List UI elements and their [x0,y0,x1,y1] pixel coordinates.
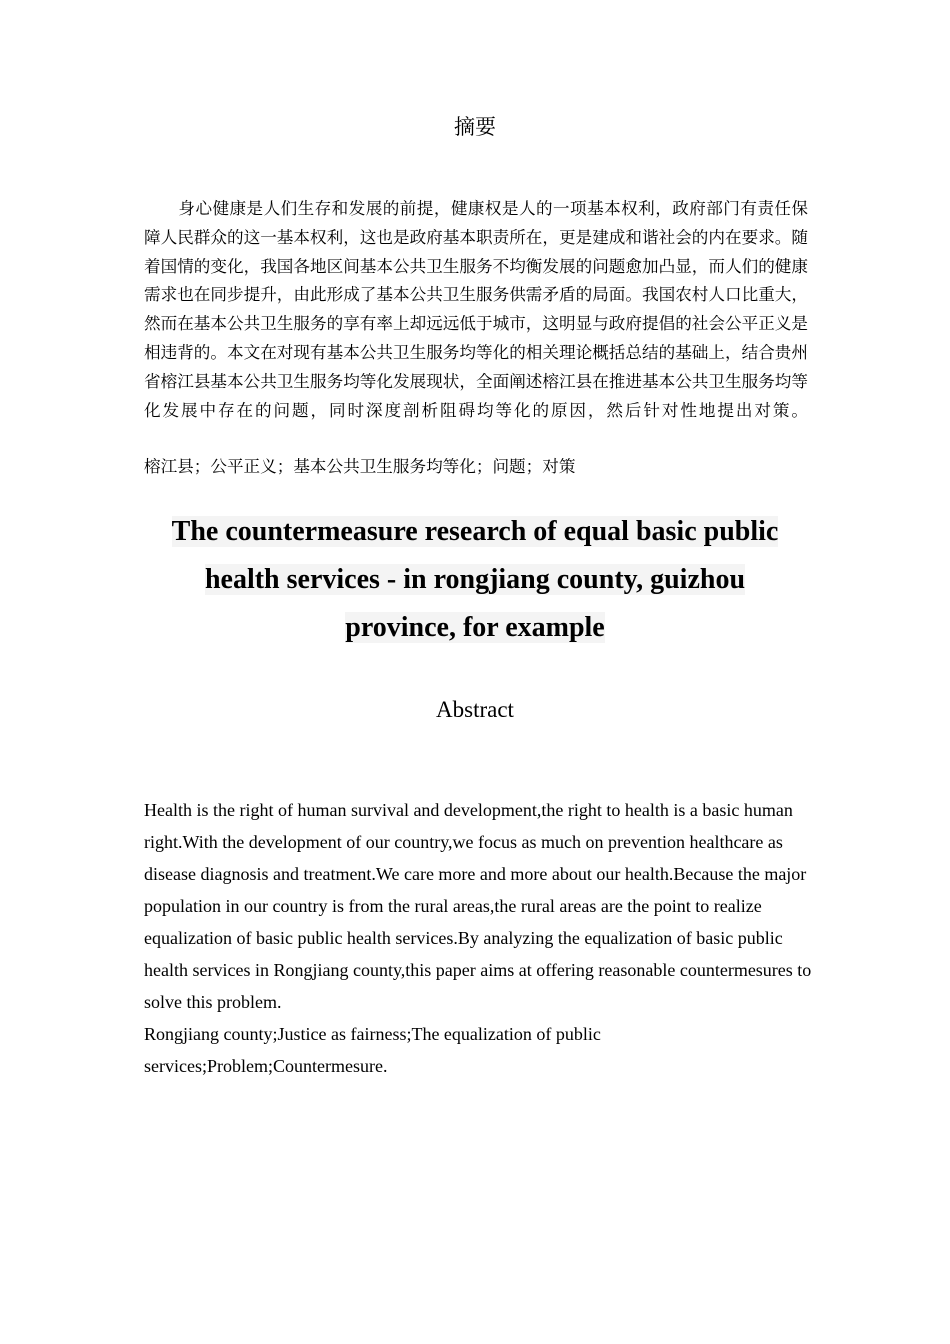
english-title-line-3: province, for example [345,612,605,643]
chinese-abstract-heading: 摘要 [454,115,496,139]
chinese-keywords: 榕江县；公平正义；基本公共卫生服务均等化；问题；对策 [144,457,576,476]
english-title [150,508,800,652]
english-keywords: Rongjiang county;Justice as fairness;The equalization of public services;Problem;Countermesure. [144,1024,601,1076]
chinese-abstract-body [144,195,808,425]
chinese-abstract-text: 身心健康是人们生存和发展的前提，健康权是人的一项基本权利，政府部门有责任保障人民群众的这一基本权利，这也是政府基本职责所在，更是建成和谐社会的内在要求。随着国情的变化，我国各地区间基本公共卫生服务不均衡发展的问题愈加凸显，而人们的健康需求也在同步提升，由此形成了基本公共卫生服务供需矛盾的局面。我国农村人口比重大，然而在基本公共卫生服务的享有率上却远远低于城市，这明显与政府提倡的社会公平正义是相违背的。本文在对现有基本公共卫生服务均等化的相关理论概括总结的基础上，结合贵州省榕江县基本公共卫生服务均等化发展现状，全面阐述榕江县在推进基本公共卫生服务均等化发展中存在的问题，同时深度剖析阻碍均等化的原因，然后针对性地提出对策。 [144,199,808,420]
english-abstract-body: Health is the right of human survival and development,the right to health is a basic human right.With the development of our country,we focus as much on prevention healthcare as disease diagnosis and treatment.We care more and more about our health.Because the major population in our country is from the rural areas,the rural areas are the point to realize equalization of basic public health services.By analyzing the equalization of basic public health services in Rongjiang county,this paper aims at offering reasonable countermesures to solve this problem. [144,800,812,1012]
english-abstract-heading: Abstract [436,697,514,722]
english-title-line-1: The countermeasure research of equal basic public [171,516,779,547]
english-title-line-2: health services - in rongjiang county, guizhou [204,564,746,595]
